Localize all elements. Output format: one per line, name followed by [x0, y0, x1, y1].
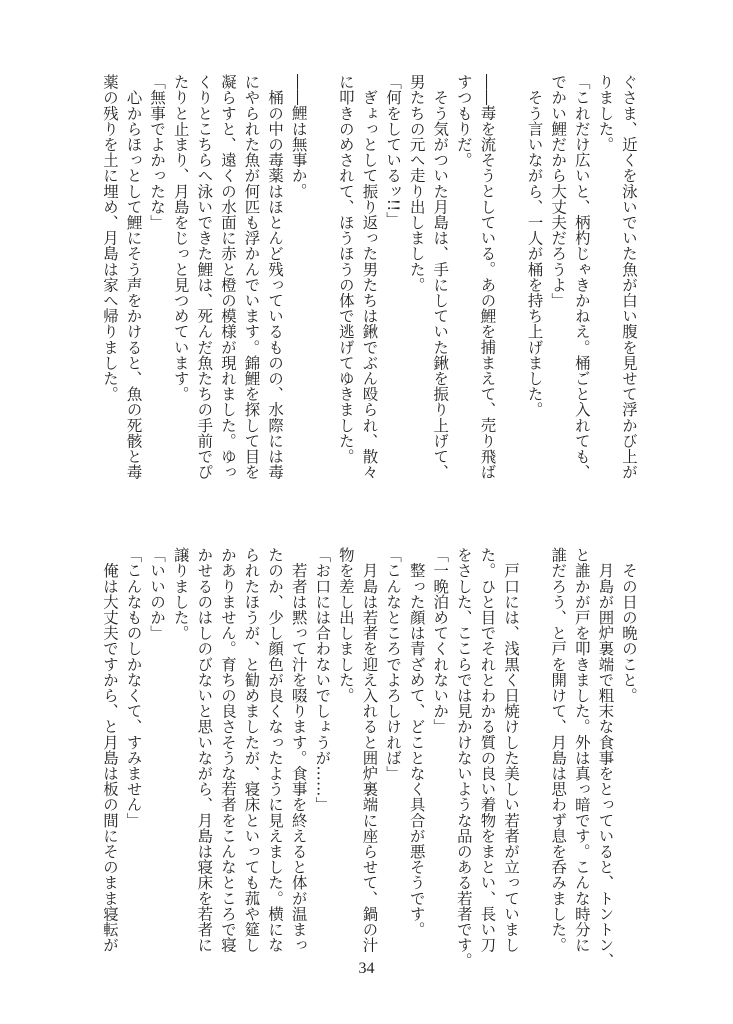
text-line: 心からほっとして鯉にそう声をかけると、魚の死骸と毒: [124, 74, 143, 480]
text-line: 物を差し出しました。: [336, 547, 355, 703]
text-line: ぐさま、近くを泳いでいた魚が白い腹を見せて浮かび上が: [620, 74, 638, 480]
text-line: そう気がついた月島は、手にしていた鍬を振り上げて、: [431, 74, 450, 480]
text-line: 戸口には、浅黒く日焼けした美しい若者が立っていまし: [502, 547, 521, 953]
text-line: すつもりだ。: [454, 74, 473, 168]
text-line: 男たちの元へ走り出しました。: [407, 74, 426, 293]
text-line: その日の晩のこと。: [620, 547, 638, 703]
text-line: 「お口には合わないでしょうが……」: [313, 547, 332, 813]
text-line: でかい鯉だから大丈夫だろうよ」: [549, 74, 568, 308]
text-line: 凝らすと、遠くの水面に赤と橙の模様が現れました。ゆっ: [218, 74, 237, 480]
text-line: 譲りました。: [171, 547, 190, 641]
page-number: 34: [358, 960, 375, 977]
text-line: かせるのはしのびないと思いながら、月島は寝床を若者に: [195, 547, 214, 953]
text-line: 「こんなところでよろしければ」: [384, 547, 403, 781]
text-line: 整った顔は青ざめて、どことなく具合が悪そうです。: [407, 547, 426, 937]
text-line: 誰だろう、と戸を開けて、月島は思わず息を呑みました。: [549, 547, 568, 953]
text-line: [310, 74, 334, 494]
text-line: たりと止まり、月島をじっと見つめています。: [171, 74, 190, 402]
text-line: 月島が囲炉裏端で粗末な食事をとっていると、トントン、: [596, 547, 615, 969]
text-line: 俺は大丈夫ですから、と月島は板の間にそのまま寝転が: [100, 547, 119, 953]
text-line: 「こんなものしかなくて、すみません」: [124, 547, 143, 828]
top-text-block: [95, 74, 640, 494]
text-line: と誰かが戸を叩きました。外は真っ暗です。こんな時分に: [572, 547, 591, 953]
text-line: たのか、少し顔色が良くなったように見えました。横にな: [266, 547, 285, 953]
text-line: 「一晩泊めてくれないか」: [431, 547, 450, 735]
text-line: 「無事でよかったな」: [148, 74, 167, 230]
text-line: 「何をしているッ!!」: [384, 74, 403, 228]
text-line: た。ひと目でそれとわかる質の良い着物をまとい、長い刀: [478, 547, 497, 953]
text-line: 「いいのか」: [148, 547, 167, 641]
text-line: 月島は若者を迎え入れると囲炉裏端に座らせて、鍋の汁: [360, 547, 379, 953]
text-line: ――毒を流そうとしている。あの鯉を捕まえて、売り飛ば: [478, 74, 497, 480]
text-line: [522, 547, 546, 967]
text-line: られたほうが、と勧めましたが、寝床といっても菰や筵し: [242, 547, 261, 953]
text-line: ぎょっとして振り返った男たちは鍬でぶん殴られ、散々: [360, 74, 379, 480]
text-line: をさした、ここらでは見かけないような品のある若者です。: [454, 547, 473, 969]
bottom-text-block: [95, 547, 640, 967]
text-line: [498, 74, 522, 494]
text-line: にやられた魚が何匹も浮かんでいます。錦鯉を探して目を: [242, 74, 261, 480]
text-line: かありません。育ちの良さそうな若者をこんなところで寝: [218, 547, 237, 953]
text-line: くりとこちらへ泳いできた鯉は、死んだ魚たちの手前でぴ: [195, 74, 214, 480]
text-line: 桶の中の毒薬はほとんど残っているものの、水際には毒: [266, 74, 285, 480]
text-line: 薬の残りを土に埋め、月島は家へ帰りました。: [100, 74, 119, 402]
text-line: ――鯉は無事か。: [289, 74, 308, 199]
text-line: そう言いながら、一人が桶を持ち上げました。: [525, 74, 544, 418]
text-line: に叩きのめされて、ほうほうの体で逃げてゆきました。: [336, 74, 355, 464]
text-line: 「これだけ広いと、柄杓じゃきかねえ。桶ごと入れても、: [572, 74, 591, 480]
text-line: りました。: [596, 74, 615, 152]
text-line: 若者は黙って汁を啜ります。食事を終えると体が温まっ: [289, 547, 308, 953]
